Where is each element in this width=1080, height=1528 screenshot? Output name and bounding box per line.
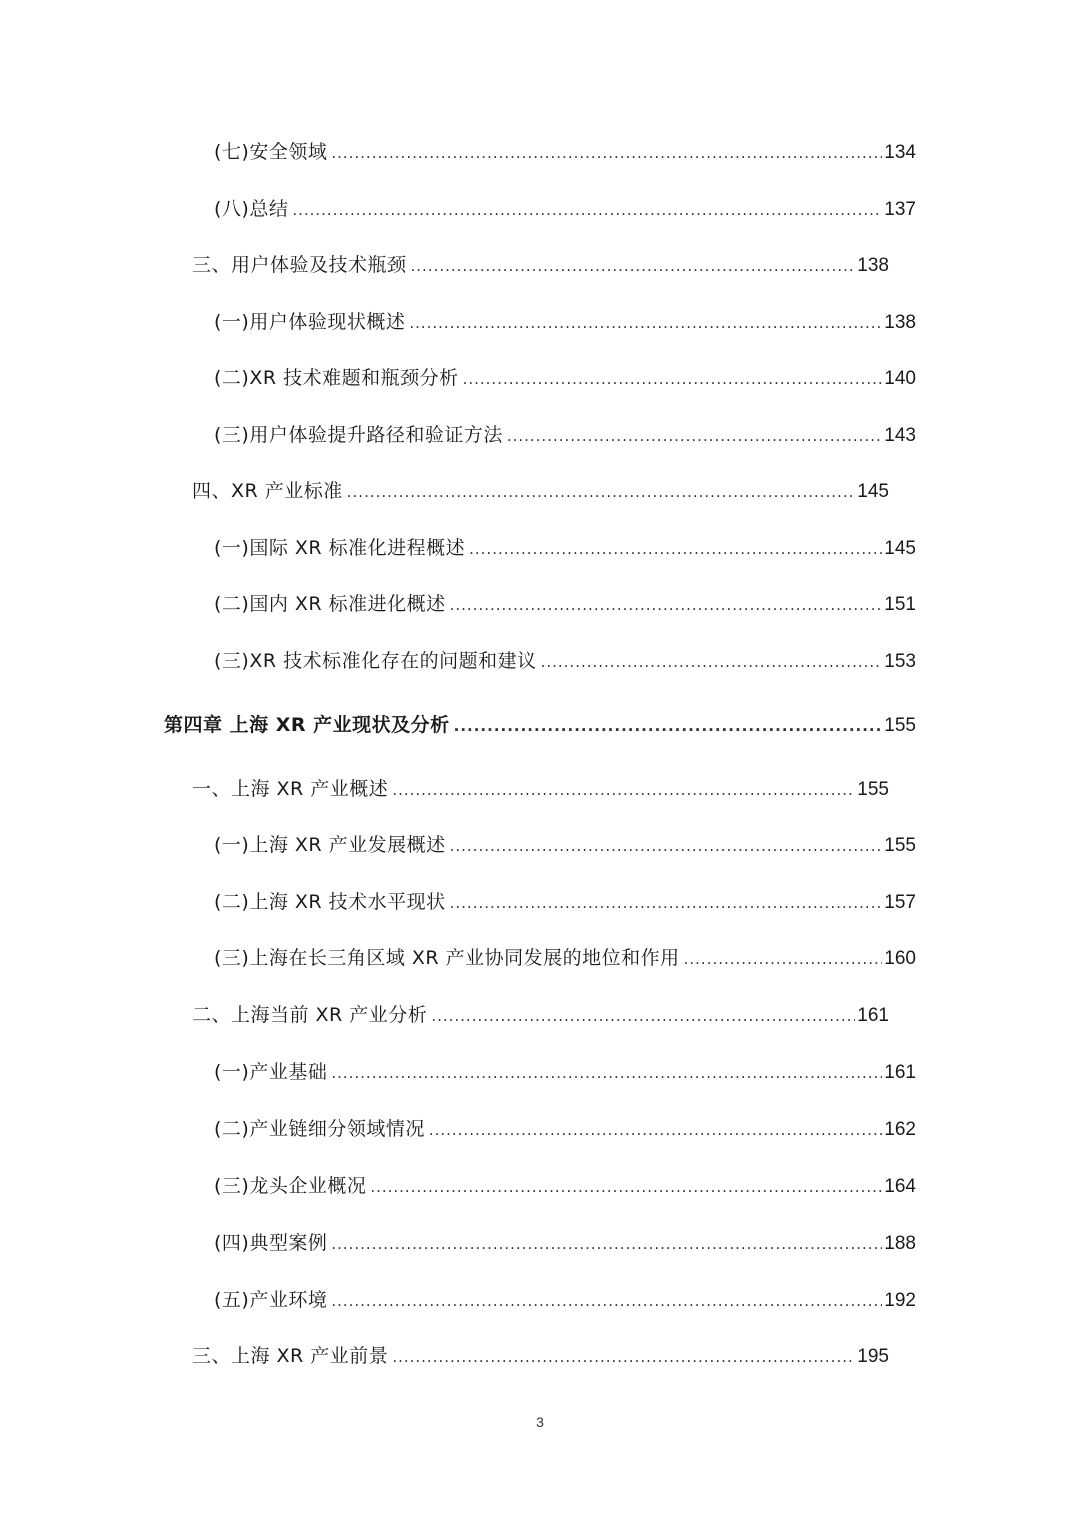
toc-entry-title: 一、上海 XR 产业概述	[192, 778, 389, 800]
toc-entry-title: (二)上海 XR 技术水平现状	[214, 891, 446, 913]
toc-entry-page: 155	[884, 715, 916, 736]
toc-entry-title: (三)XR 技术标准化存在的问题和建议	[214, 650, 537, 672]
toc-entry-title: 第四章 上海 XR 产业现状及分析	[164, 714, 450, 736]
toc-entry-page: 137	[884, 199, 916, 220]
toc-entry-page: 145	[857, 481, 889, 502]
toc-entry[interactable]	[214, 587, 916, 621]
toc-entry-title: (二)XR 技术难题和瓶颈分析	[214, 367, 459, 389]
leader-dots	[292, 193, 882, 227]
toc-entry[interactable]	[214, 192, 916, 226]
leader-dots	[450, 829, 883, 863]
toc-section[interactable]	[192, 772, 889, 806]
page-number: 3	[536, 1414, 544, 1430]
toc-section[interactable]	[192, 474, 889, 508]
toc-entry[interactable]	[214, 1112, 916, 1146]
toc-entry[interactable]	[214, 941, 916, 975]
toc-chapter[interactable]	[164, 708, 916, 742]
toc-entry-title: 二、上海当前 XR 产业分析	[192, 1004, 428, 1026]
toc-entry-page: 188	[884, 1233, 916, 1254]
toc-entry[interactable]	[214, 1283, 916, 1317]
toc-entry-page: 192	[884, 1290, 916, 1311]
leader-dots	[411, 249, 856, 283]
leader-dots	[454, 709, 883, 743]
toc-entry-title: (四)典型案例	[214, 1232, 328, 1254]
toc-entry-page: 195	[857, 1346, 889, 1367]
toc-entry-title: 三、上海 XR 产业前景	[192, 1345, 389, 1367]
toc-entry-title: (七)安全领域	[214, 141, 328, 163]
toc-entry-page: 162	[884, 1119, 916, 1140]
toc-entry[interactable]	[214, 531, 916, 565]
leader-dots	[450, 886, 883, 920]
toc-entry-page: 138	[884, 312, 916, 333]
leader-dots	[450, 588, 883, 622]
toc-entry-title: (五)产业环境	[214, 1289, 328, 1311]
leader-dots	[684, 942, 883, 976]
leader-dots	[347, 475, 856, 509]
toc-entry-page: 138	[857, 255, 889, 276]
toc-entry[interactable]	[214, 1226, 916, 1260]
toc-entry-page: 145	[884, 538, 916, 559]
toc-entry-page: 140	[884, 368, 916, 389]
leader-dots	[370, 1170, 882, 1204]
leader-dots	[507, 419, 882, 453]
toc-entry-title: 四、XR 产业标准	[192, 480, 343, 502]
toc-entry[interactable]	[214, 828, 916, 862]
toc-entry[interactable]	[214, 1055, 916, 1089]
toc-entry-title: (三)用户体验提升路径和验证方法	[214, 424, 503, 446]
leader-dots	[541, 645, 883, 679]
toc-entry-title: (二)产业链细分领域情况	[214, 1118, 425, 1140]
leader-dots	[331, 1056, 882, 1090]
leader-dots	[331, 1284, 882, 1318]
toc-entry-page: 157	[884, 892, 916, 913]
leader-dots	[392, 773, 855, 807]
toc-entry-page: 155	[857, 779, 889, 800]
toc-entry-page: 164	[884, 1176, 916, 1197]
toc-entry-page: 161	[857, 1005, 889, 1026]
toc-entry[interactable]	[214, 361, 916, 395]
leader-dots	[429, 1113, 882, 1147]
toc-section[interactable]	[192, 248, 889, 282]
leader-dots	[392, 1340, 855, 1374]
toc-entry[interactable]	[214, 135, 916, 169]
leader-dots	[409, 306, 882, 340]
toc-entry[interactable]	[214, 1169, 916, 1203]
toc-entry[interactable]	[214, 885, 916, 919]
leader-dots	[463, 362, 883, 396]
leader-dots	[331, 1227, 882, 1261]
toc-entry-title: (一)产业基础	[214, 1061, 328, 1083]
toc-entry-page: 151	[884, 594, 916, 615]
toc-section[interactable]	[192, 1339, 889, 1373]
toc-entry-title: (八)总结	[214, 198, 289, 220]
leader-dots	[469, 532, 882, 566]
toc-entry-page: 161	[884, 1062, 916, 1083]
toc-entry-page: 160	[884, 948, 916, 969]
toc-entry-page: 153	[884, 651, 916, 672]
toc-entry[interactable]	[214, 305, 916, 339]
toc-entry-title: (一)上海 XR 产业发展概述	[214, 834, 446, 856]
toc-entry-title: (一)用户体验现状概述	[214, 311, 406, 333]
toc-entry-page: 134	[884, 142, 916, 163]
toc-entry-page: 155	[884, 835, 916, 856]
leader-dots	[431, 999, 855, 1033]
toc-entry-title: (三)上海在长三角区域 XR 产业协同发展的地位和作用	[214, 947, 680, 969]
leader-dots	[331, 136, 882, 170]
toc-entry-title: (三)龙头企业概况	[214, 1175, 367, 1197]
toc-entry-page: 143	[884, 425, 916, 446]
toc-entry-title: (二)国内 XR 标准进化概述	[214, 593, 446, 615]
toc-entry[interactable]	[214, 418, 916, 452]
toc-entry-title: 三、用户体验及技术瓶颈	[192, 254, 407, 276]
toc-entry-title: (一)国际 XR 标准化进程概述	[214, 537, 466, 559]
toc-entry[interactable]	[214, 644, 916, 678]
toc-section[interactable]	[192, 998, 889, 1032]
